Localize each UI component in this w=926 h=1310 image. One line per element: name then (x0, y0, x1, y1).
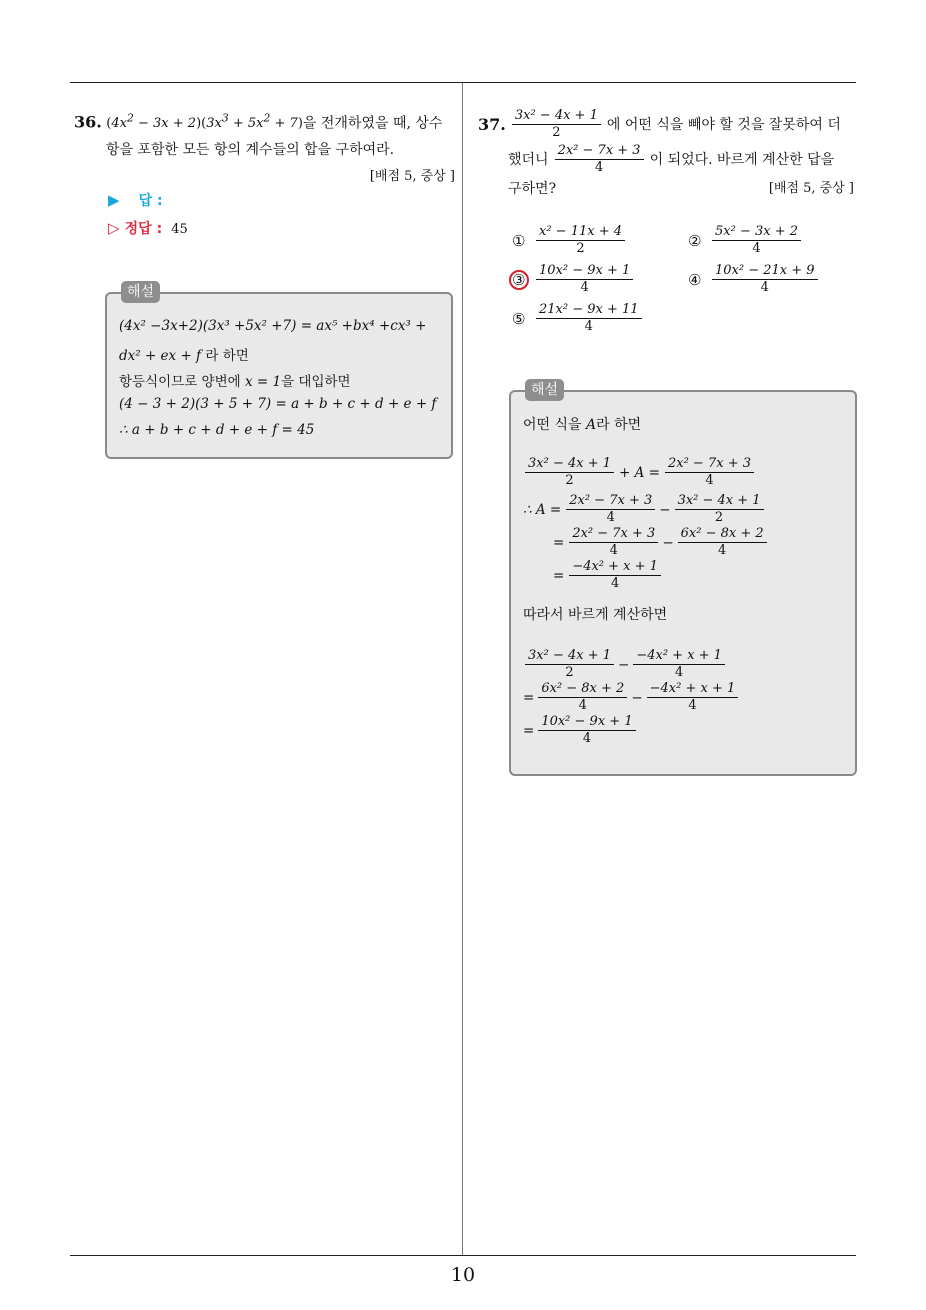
top-rule (70, 82, 856, 83)
operator: = (553, 567, 565, 584)
math-expression: A (586, 417, 597, 433)
math-expression: x = 1 (244, 374, 282, 390)
explanation-text: 을 대입하면 (281, 374, 351, 390)
explanation-tab: 해설 (121, 281, 160, 303)
fraction: $\frac{\text{10x² − 21x + 9}}{4}$ (712, 263, 818, 296)
operator: − (662, 534, 674, 551)
choice-marker: ④ (688, 270, 702, 289)
question-text-line3: 구하면? (508, 181, 557, 197)
explanation-line (119, 344, 249, 364)
fraction: $\frac{\text{−4x² + x + 1}}{4}$ (647, 681, 739, 714)
question-text-line1: 을 전개하였을 때, 상수 (302, 115, 443, 132)
score-meta: [배점 5, 중상 ] (369, 169, 455, 185)
explanation-text: 항등식이므로 양변에 (119, 374, 241, 390)
correct-value: 45 (171, 222, 188, 237)
question-37 (478, 108, 858, 202)
fraction: $\frac{\text{3x² − 4x + 1}}{2}$ (675, 493, 764, 526)
answer-row (108, 190, 163, 210)
operator: ∴ A = (523, 501, 562, 518)
explanation-line (119, 370, 351, 390)
page-number: 10 (450, 1264, 476, 1286)
question-text-line2: 항을 포함한 모든 항의 계수들의 합을 구하여라. (106, 142, 395, 159)
explanation-box-37 (509, 382, 857, 776)
choice-5[interactable] (512, 302, 644, 335)
operator: − (618, 656, 630, 673)
fraction: $\frac{\text{2x² − 7x + 3}}{4}$ (569, 526, 658, 559)
explanation-text: 라 하면 (596, 417, 642, 433)
fraction: $\frac{\text{2x² − 7x + 3}}{4}$ (555, 143, 644, 176)
choice-3[interactable] (512, 263, 635, 296)
math-expression: dx² + ex + f (119, 348, 202, 364)
choice-1[interactable] (512, 224, 627, 257)
fraction: $\frac{\text{3x² − 4x + 1}}{2}$ (525, 456, 614, 489)
operator: = (523, 689, 535, 706)
question-number: 37. (478, 114, 506, 134)
selected-circle-icon (509, 270, 529, 290)
fraction: $\frac{\text{6x² − 8x + 2}}{4}$ (678, 526, 767, 559)
fraction: $\frac{\text{21x² − 9x + 11}}{4}$ (536, 302, 642, 335)
explanation-line: (4 − 3 + 2)(3 + 5 + 7) = a + b + c + d + e + f (119, 396, 437, 412)
outline-arrow-icon: ▷ (108, 219, 120, 237)
fraction: $\frac{\text{5x² − 3x + 2}}{4}$ (712, 224, 801, 257)
equation-line (523, 681, 740, 714)
operator: − (659, 501, 671, 518)
score-meta: [배점 5, 중상 ] (768, 181, 854, 196)
question-number: 36. (74, 112, 102, 132)
equation-line (523, 648, 727, 681)
explanation-tab: 해설 (525, 379, 564, 401)
play-arrow-icon: ▶ (108, 191, 120, 209)
question-36 (74, 106, 459, 184)
question-expression: $(4x^2 - 3x + 2)(3x^3 + 5x^2 + 7)$ (106, 112, 303, 132)
fraction: $\frac{\text{10x² − 9x + 1}}{4}$ (538, 714, 635, 747)
correct-label: 정답 : (124, 221, 163, 237)
choice-2[interactable] (688, 224, 803, 257)
fraction: $\frac{\text{3x² − 4x + 1}}{2}$ (525, 648, 614, 681)
fraction: $\frac{\text{2x² − 7x + 3}}{4}$ (665, 456, 754, 489)
explanation-line: (4x² −3x+2)(3x³ +5x² +7) = ax⁵ +bx⁴ +cx³ + (119, 318, 427, 334)
equation-line (553, 559, 663, 592)
question-text-line1: 에 어떤 식을 빼야 할 것을 잘못하여 더 (606, 116, 841, 133)
fraction: $\frac{\text{6x² − 8x + 2}}{4}$ (538, 681, 627, 714)
equation-line (523, 493, 766, 526)
correct-answer-row (108, 218, 188, 238)
operator: − (631, 689, 643, 706)
fraction: $\frac{\text{2x² − 7x + 3}}{4}$ (566, 493, 655, 526)
equation-line (523, 456, 756, 489)
choice-marker: ② (688, 231, 702, 250)
explanation-box-36 (105, 284, 453, 459)
equation-line (523, 714, 638, 747)
fraction: $\frac{\text{−4x² + x + 1}}{4}$ (569, 559, 661, 592)
explanation-line (523, 414, 641, 434)
choice-marker: ① (512, 231, 526, 250)
question-text: 했더니 (508, 151, 549, 168)
choice-4[interactable] (688, 263, 820, 296)
bottom-rule (70, 1255, 856, 1256)
operator: = (553, 534, 565, 551)
operator: + A = (619, 464, 660, 481)
explanation-text: 어떤 식을 (523, 417, 582, 433)
choice-marker: ③ (512, 271, 534, 289)
explanation-line: ∴ a + b + c + d + e + f = 45 (119, 422, 315, 438)
column-divider (462, 83, 463, 1255)
fraction: $\frac{\text{x² − 11x + 4}}{2}$ (536, 224, 625, 257)
question-text-line2: 이 되었다. 바르게 계산한 답을 (649, 151, 835, 168)
explanation-line: 따라서 바르게 계산하면 (523, 607, 668, 623)
fraction: $\frac{\text{−4x² + x + 1}}{4}$ (633, 648, 725, 681)
fraction: $\frac{\text{3x² − 4x + 1}}{2}$ (512, 108, 601, 141)
fraction: $\frac{\text{10x² − 9x + 1}}{4}$ (536, 263, 633, 296)
answer-label: 답 : (138, 193, 163, 209)
equation-line (553, 526, 769, 559)
explanation-text: 라 하면 (205, 348, 249, 364)
choice-marker: ⑤ (512, 309, 526, 328)
operator: = (523, 722, 535, 739)
